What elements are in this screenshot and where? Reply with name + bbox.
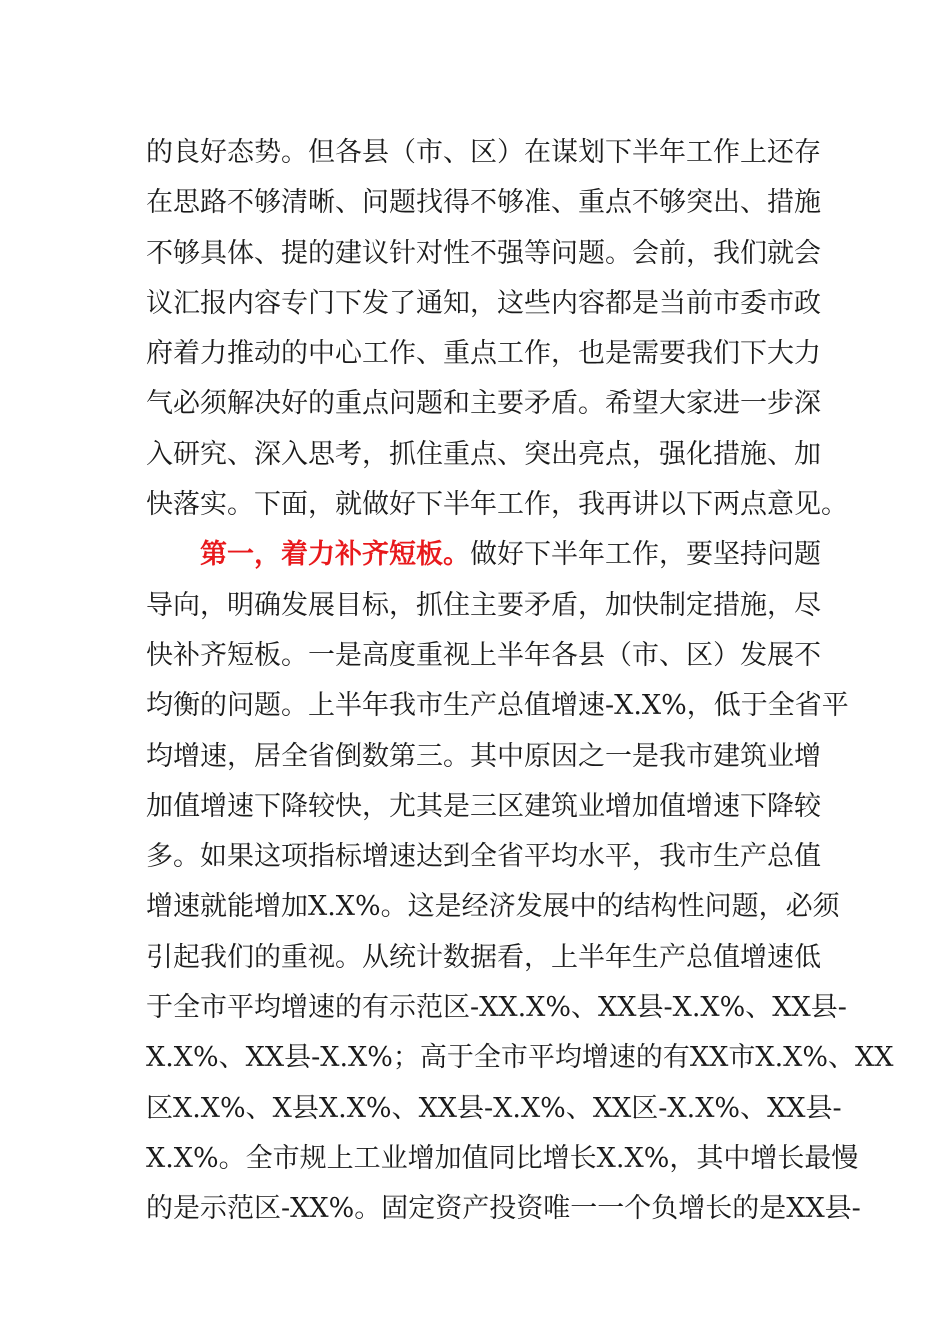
paragraph1-line-1: 的良好态势。但各县（市、区）在谋划下半年工作上还存 — [146, 137, 821, 168]
paragraph2-line-6: 加值增速下降较快，尤其是三区建筑业增加值增速下降较 — [146, 790, 821, 822]
paragraph2-line-14: 的是示范区-XX%。固定资产投资唯一一个负增长的是XX县- — [146, 1193, 861, 1225]
paragraph2-line-11: X.X%、XX县-X.X%；高于全市平均增速的有XX市X.X%、XX — [146, 1042, 894, 1074]
paragraph1-line-6: 气必须解决好的重点问题和主要矛盾。希望大家进一步深 — [146, 388, 821, 420]
paragraph1-line-2: 在思路不够清晰、问题找得不够准、重点不够突出、措施 — [146, 187, 821, 219]
paragraph2-line-2: 导向，明确发展目标，抓住主要矛盾，加快制定措施，尽 — [146, 589, 821, 621]
paragraph1-line-8: 快落实。下面，就做好下半年工作，我再讲以下两点意见。 — [146, 489, 848, 521]
body-text — [146, 128, 894, 1235]
paragraph1-line-4: 议汇报内容专门下发了通知，这些内容都是当前市委市政 — [146, 287, 821, 319]
paragraph2-first-line-text: 做好下半年工作，要坚持问题 — [470, 539, 821, 571]
paragraph1-line-5: 府着力推动的中心工作、重点工作，也是需要我们下大力 — [146, 338, 821, 370]
paragraph2-line-12: 区X.X%、X县X.X%、XX县-X.X%、XX区-X.X%、XX县- — [146, 1092, 842, 1124]
paragraph1-line-7: 入研究、深入思考，抓住重点、突出亮点，强化措施、加 — [146, 438, 821, 470]
section-heading: 第一，着力补齐短板。 — [200, 539, 470, 571]
paragraph2-line-8: 增速就能增加X.X%。这是经济发展中的结构性问题，必须 — [146, 891, 840, 923]
paragraph2-line-9: 引起我们的重视。从统计数据看，上半年生产总值增速低 — [146, 941, 821, 973]
paragraph2-line-4: 均衡的问题。上半年我市生产总值增速-X.X%，低于全省平 — [146, 690, 849, 722]
paragraph2-line-5: 均增速，居全省倒数第三。其中原因之一是我市建筑业增 — [146, 740, 821, 772]
paragraph2-line-7: 多。如果这项指标增速达到全省平均水平，我市生产总值 — [146, 841, 821, 873]
paragraph2-line-3: 快补齐短板。一是高度重视上半年各县（市、区）发展不 — [146, 639, 821, 671]
paragraph2-first-line — [146, 530, 821, 580]
paragraph2-line-13: X.X%。全市规上工业增加值同比增长X.X%，其中增长最慢 — [146, 1142, 859, 1174]
paragraph1-line-3: 不够具体、提的建议针对性不强等问题。会前，我们就会 — [146, 237, 821, 269]
paragraph2-line-10: 于全市平均增速的有示范区-XX.X%、XX县-X.X%、XX县- — [146, 992, 847, 1024]
